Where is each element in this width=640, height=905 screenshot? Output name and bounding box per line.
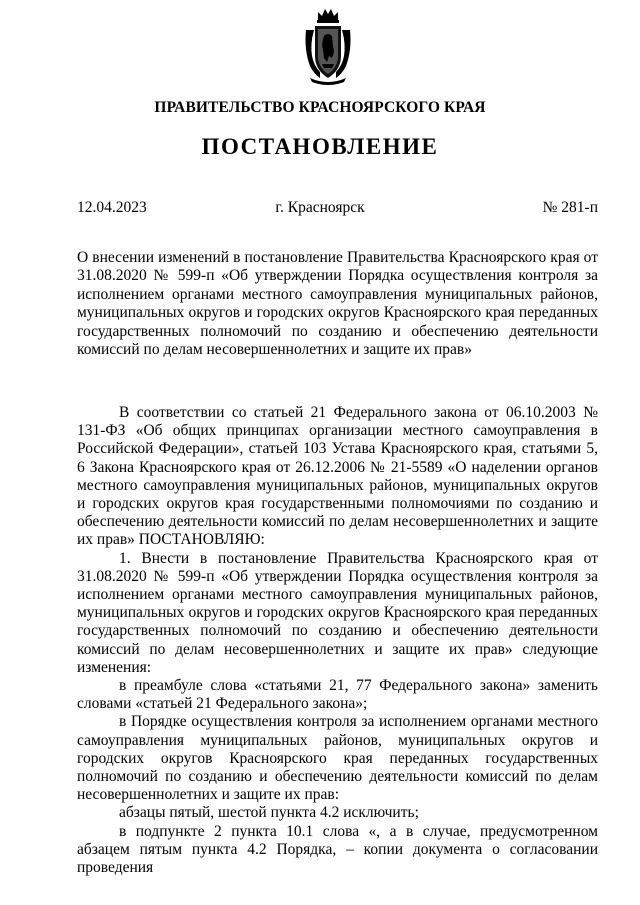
document-body [77,404,598,877]
paragraph-exclude-4-2: абзацы пятый, шестой пункта 4.2 исключить; [119,804,419,822]
document-type: ПОСТАНОВЛЕНИЕ [201,134,439,159]
organization-name: ПРАВИТЕЛЬСТВО КРАСНОЯРСКОГО КРАЯ [154,99,486,116]
paragraph-subitem-10-1: в подпункте 2 пункта 10.1 слова «, а в случае, предусмотренном абзацем пятым пункта 4.2 Порядка, – копии документа о согласовании проведения [77,822,598,877]
document-title: О внесении изменений в постановление Правительства Красноярского края от 31.08.2020 № 599-п «Об утверждении Порядка осуществления контроля за исполнением органами местного самоуправления муниципальных районов, муниципальных округов и городских округов Красноярского края переданных государственных полномочий по созданию и обеспечению деятельности комиссий по делам несовершеннолетних и защите их прав» [77,249,598,359]
document-city: г. Красноярск [275,199,365,216]
paragraph-item-1: 1. Внести в постановление Правительства Красноярского края от 31.08.2020 № 599-п «Об утверждении Порядка осуществления контроля за исполнением органами местного самоуправления муниципальных районов, муниципальных округов и городских округов Красноярского края переданных государственных полномочий по созданию и обеспечению деятельности комиссий по делам несовершеннолетних и защите их прав» следующие изменения: [77,549,598,676]
document-date: 12.04.2023 [77,199,147,216]
paragraph-preamble: В соответствии со статьей 21 Федерального закона от 06.10.2003 № 131-ФЗ «Об общих принципах организации местного самоуправления в Российской Федерации», статьей 103 Устава Красноярского края, статьями 5, 6 Закона Красноярского края от 26.12.2006 № 21-5589 «О наделении органов местного самоуправления муниципальных районов, муниципальных округов и городских округов края государственными полномочиями по созданию и обеспечению деятельности комиссий по делам несовершеннолетних и защите их прав» ПОСТАНОВЛЯЮ: [77,404,598,549]
document-number: № 281-п [542,199,598,216]
coat-of-arms-icon [302,6,354,86]
paragraph-order-changes: в Порядке осуществления контроля за исполнением органами местного самоуправления муниципальных районов, муниципальных округов и городских округов Красноярского края переданных государственных полномочий по созданию и обеспечению деятельности комиссий по делам несовершеннолетних и защите их прав: [77,713,598,804]
paragraph-preamble-change: в преамбуле слова «статьями 21, 77 Федерального закона» заменить словами «статьей 21 Федерального закона»; [77,677,598,713]
